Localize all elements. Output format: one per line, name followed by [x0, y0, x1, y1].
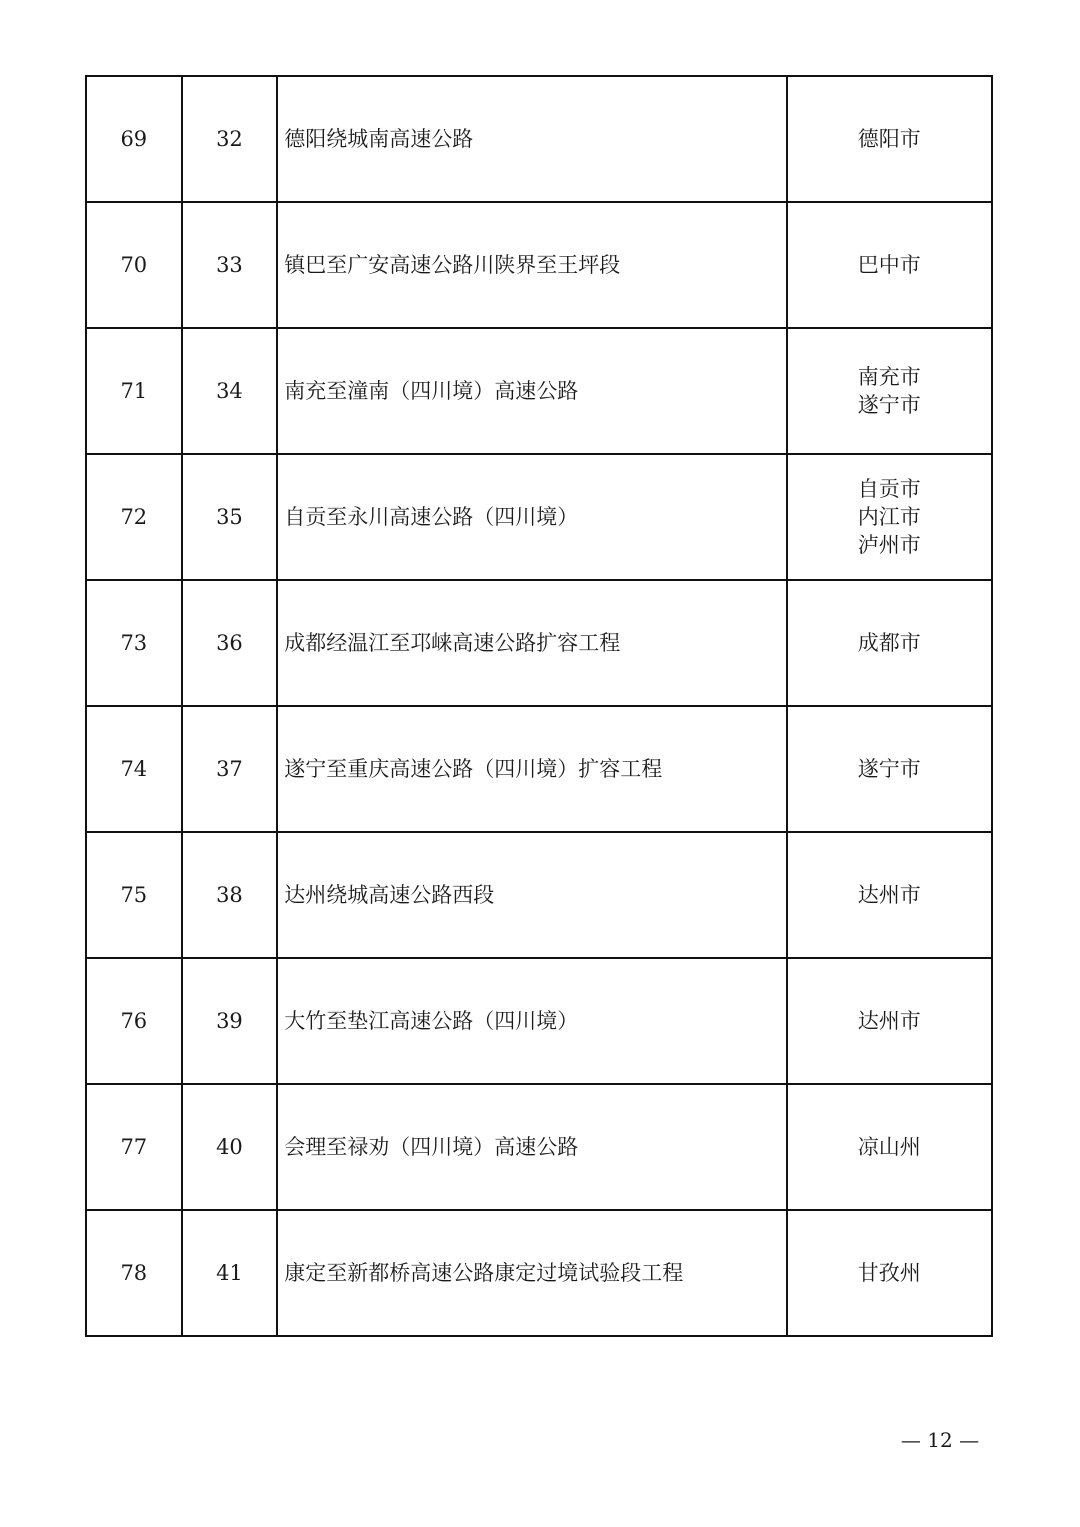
table-row: [86, 706, 992, 832]
project-name-cell: 达州绕城高速公路西段: [277, 832, 786, 958]
region-name: 凉山州: [857, 1135, 921, 1159]
sub-seq-cell: 41: [182, 1210, 278, 1336]
project-name-cell: 成都经温江至邛崃高速公路扩容工程: [277, 580, 786, 706]
region-cell: [787, 580, 992, 706]
region-cell: [787, 454, 992, 580]
project-name-cell: 会理至禄劝（四川境）高速公路: [277, 1084, 786, 1210]
region-cell: [787, 1084, 992, 1210]
region-name: 泸州市: [857, 533, 921, 557]
sub-seq-cell: 33: [182, 202, 278, 328]
project-table: [85, 75, 993, 1337]
overall-seq-cell: 74: [86, 706, 182, 832]
table-row: [86, 202, 992, 328]
region-name: 遂宁市: [857, 393, 921, 417]
overall-seq-cell: 76: [86, 958, 182, 1084]
region-cell: [787, 1210, 992, 1336]
region-name: 成都市: [857, 631, 921, 655]
region-cell: [787, 958, 992, 1084]
project-name-cell: 德阳绕城南高速公路: [277, 76, 786, 202]
table-row: [86, 832, 992, 958]
overall-seq-cell: 77: [86, 1084, 182, 1210]
project-name-cell: 康定至新都桥高速公路康定过境试验段工程: [277, 1210, 786, 1336]
overall-seq-cell: 69: [86, 76, 182, 202]
table-row: [86, 1084, 992, 1210]
table-row: [86, 454, 992, 580]
sub-seq-cell: 36: [182, 580, 278, 706]
region-cell: [787, 76, 992, 202]
table-row: [86, 328, 992, 454]
region-name: 南充市: [857, 365, 921, 389]
table-row: [86, 958, 992, 1084]
region-name: 甘孜州: [857, 1261, 921, 1285]
region-cell: [787, 832, 992, 958]
overall-seq-cell: 70: [86, 202, 182, 328]
sub-seq-cell: 39: [182, 958, 278, 1084]
region-name: 遂宁市: [857, 757, 921, 781]
table-row: [86, 1210, 992, 1336]
region-cell: [787, 706, 992, 832]
project-name-cell: 自贡至永川高速公路（四川境）: [277, 454, 786, 580]
project-name-cell: 遂宁至重庆高速公路（四川境）扩容工程: [277, 706, 786, 832]
project-name-cell: 大竹至垫江高速公路（四川境）: [277, 958, 786, 1084]
region-cell: [787, 328, 992, 454]
region-name: 达州市: [857, 883, 921, 907]
sub-seq-cell: 37: [182, 706, 278, 832]
sub-seq-cell: 32: [182, 76, 278, 202]
overall-seq-cell: 75: [86, 832, 182, 958]
overall-seq-cell: 71: [86, 328, 182, 454]
overall-seq-cell: 73: [86, 580, 182, 706]
region-name: 达州市: [857, 1009, 921, 1033]
sub-seq-cell: 34: [182, 328, 278, 454]
table-row: [86, 580, 992, 706]
project-name-cell: 镇巴至广安高速公路川陕界至王坪段: [277, 202, 786, 328]
project-name-cell: 南充至潼南（四川境）高速公路: [277, 328, 786, 454]
region-cell: [787, 202, 992, 328]
page-number: — 12 —: [900, 1428, 980, 1452]
table-row: [86, 76, 992, 202]
sub-seq-cell: 40: [182, 1084, 278, 1210]
overall-seq-cell: 72: [86, 454, 182, 580]
project-table-body: [86, 76, 992, 1336]
sub-seq-cell: 38: [182, 832, 278, 958]
region-name: 巴中市: [857, 253, 921, 277]
overall-seq-cell: 78: [86, 1210, 182, 1336]
region-name: 自贡市: [857, 477, 921, 501]
region-name: 德阳市: [857, 127, 921, 151]
region-name: 内江市: [857, 505, 921, 529]
sub-seq-cell: 35: [182, 454, 278, 580]
